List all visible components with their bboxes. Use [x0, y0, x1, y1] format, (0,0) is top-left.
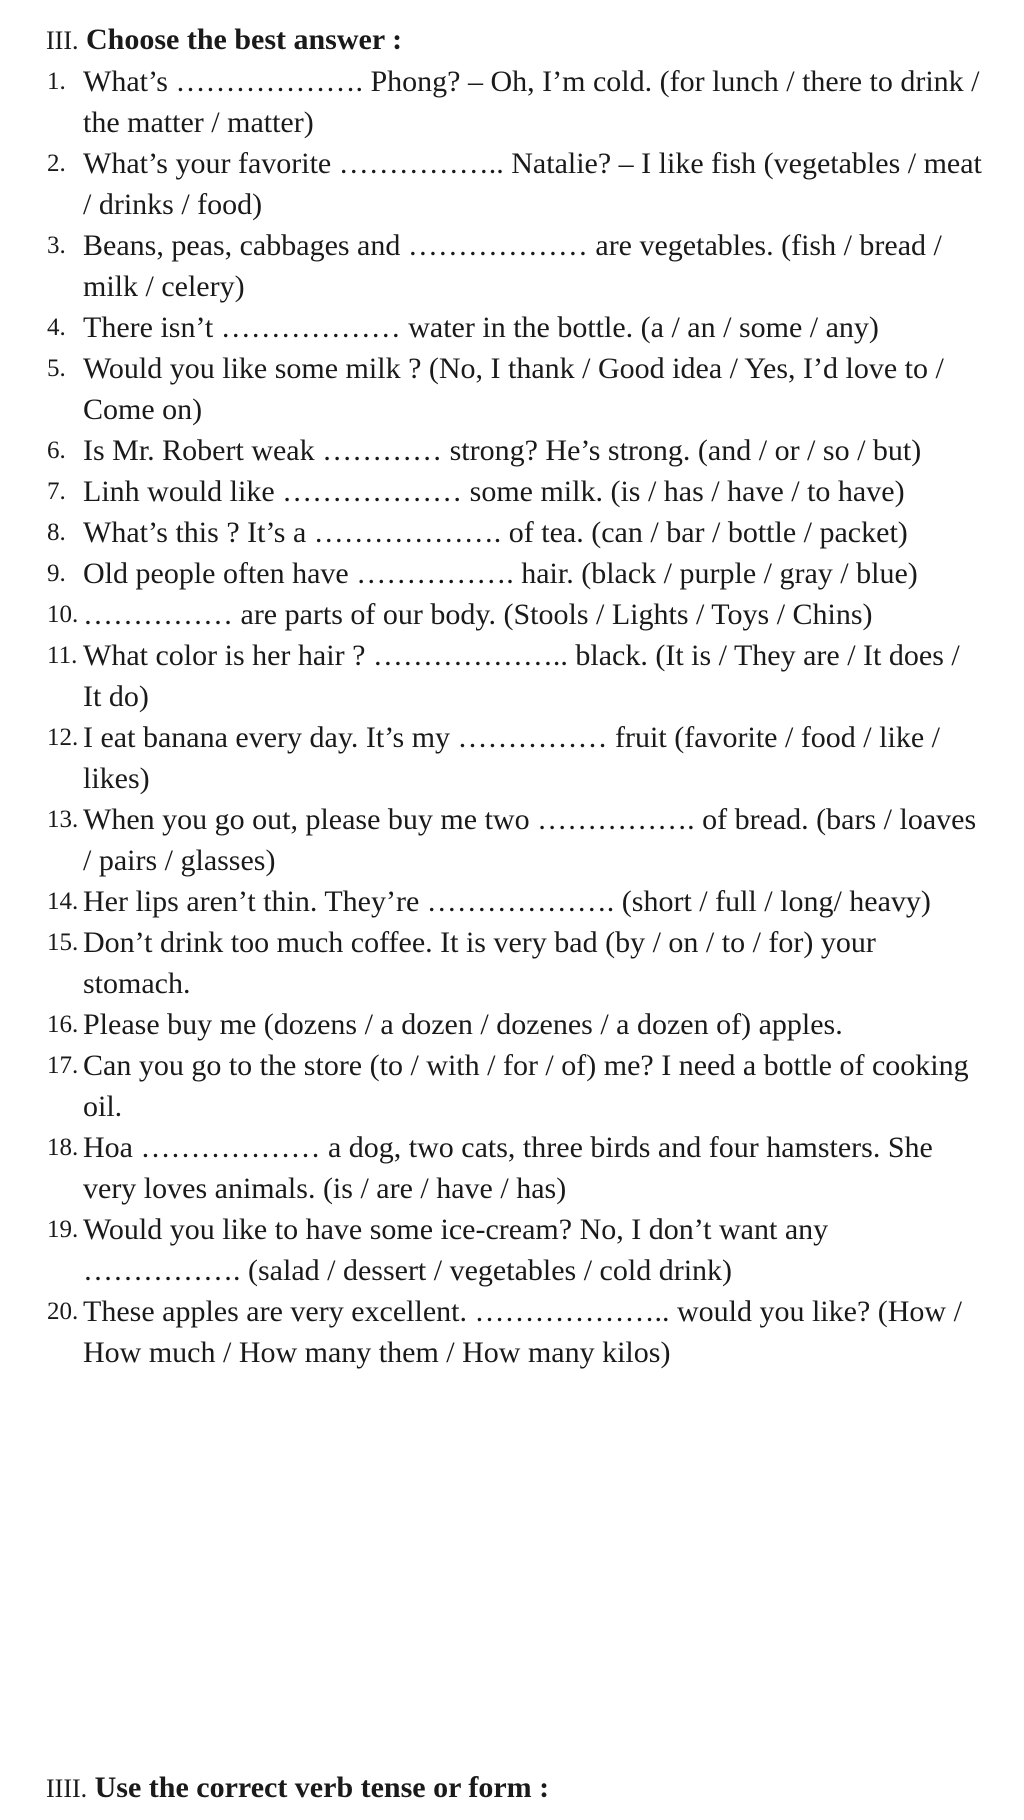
question-text: Would you like some milk ? (No, I thank / Good idea / Yes, I’d love to / Come on)	[83, 352, 944, 426]
question-number: 7.	[47, 478, 66, 505]
section-numeral: III.	[46, 26, 79, 55]
question-item	[0, 1045, 983, 1127]
section-title: Use the correct verb tense or form :	[94, 1771, 550, 1804]
question-item	[0, 512, 983, 553]
question-list	[0, 61, 1024, 1373]
question-item	[0, 717, 983, 799]
question-number: 19.	[47, 1216, 79, 1243]
question-item	[0, 143, 983, 225]
question-item	[0, 348, 983, 430]
question-number: 3.	[47, 232, 66, 259]
question-item	[0, 1209, 983, 1291]
question-text: Would you like to have some ice-cream? No, I don’t want any ……………. (salad / dessert / vegetables / cold drink)	[83, 1213, 829, 1287]
question-text: Her lips aren’t thin. They’re ………………. (short / full / long/ heavy)	[83, 885, 931, 918]
question-text: There isn’t ……………… water in the bottle. (a / an / some / any)	[83, 311, 879, 344]
question-item	[0, 61, 983, 143]
question-number: 5.	[47, 355, 66, 382]
question-item	[0, 881, 983, 922]
question-number: 11.	[47, 642, 78, 669]
question-number: 14.	[47, 888, 79, 915]
question-item	[0, 1291, 983, 1373]
question-text: Hoa ……………… a dog, two cats, three birds and four hamsters. She very loves animals. (is / are / have / has)	[83, 1131, 933, 1205]
question-number: 15.	[47, 929, 79, 956]
question-item	[0, 1004, 983, 1045]
section-heading-verb-tense	[46, 1768, 549, 1809]
question-text: …………… are parts of our body. (Stools / Lights / Toys / Chins)	[83, 598, 873, 631]
question-text: Beans, peas, cabbages and ……………… are vegetables. (fish / bread / milk / celery)	[83, 229, 942, 303]
question-text: What’s this ? It’s a ………………. of tea. (can / bar / bottle / packet)	[83, 516, 908, 549]
question-text: Please buy me (dozens / a dozen / dozenes / a dozen of) apples.	[83, 1008, 843, 1041]
question-text: Is Mr. Robert weak ………… strong? He’s strong. (and / or / so / but)	[83, 434, 922, 467]
question-text: These apples are very excellent. ……………….. would you like? (How / How much / How many them / How many kilos)	[83, 1295, 962, 1369]
question-number: 18.	[47, 1134, 79, 1161]
question-number: 2.	[47, 150, 66, 177]
question-number: 16.	[47, 1011, 79, 1038]
question-number: 12.	[47, 724, 79, 751]
question-text: What’s ………………. Phong? – Oh, I’m cold. (for lunch / there to drink / the matter / matter)	[83, 65, 980, 139]
section-title: Choose the best answer :	[85, 23, 403, 56]
question-item	[0, 307, 983, 348]
question-number: 17.	[47, 1052, 79, 1079]
question-text: What’s your favorite …………….. Natalie? – I like fish (vegetables / meat / drinks / food)	[83, 147, 982, 221]
question-text: Don’t drink too much coffee. It is very bad (by / on / to / for) your stomach.	[83, 926, 876, 1000]
question-text: I eat banana every day. It’s my …………… fruit (favorite / food / like / likes)	[83, 721, 940, 795]
question-number: 9.	[47, 560, 66, 587]
question-number: 8.	[47, 519, 66, 546]
question-item	[0, 225, 983, 307]
question-number: 6.	[47, 437, 66, 464]
question-item	[0, 1127, 983, 1209]
question-number: 10.	[47, 601, 79, 628]
question-item	[0, 594, 983, 635]
question-item	[0, 553, 983, 594]
question-item	[0, 799, 983, 881]
section-numeral: IIII.	[46, 1774, 88, 1803]
question-number: 13.	[47, 806, 79, 833]
question-number: 20.	[47, 1298, 79, 1325]
question-item	[0, 430, 983, 471]
question-number: 1.	[47, 68, 66, 95]
question-text: Linh would like ……………… some milk. (is / has / have / to have)	[83, 475, 905, 508]
question-item	[0, 922, 983, 1004]
section-heading-choose-best-answer	[46, 20, 402, 61]
question-item	[0, 635, 983, 717]
question-text: Can you go to the store (to / with / for / of) me? I need a bottle of cooking oil.	[83, 1049, 969, 1123]
question-text: What color is her hair ? ……………….. black. (It is / They are / It does / It do)	[83, 639, 960, 713]
question-text: Old people often have ……………. hair. (black / purple / gray / blue)	[83, 557, 918, 590]
question-item	[0, 471, 983, 512]
question-number: 4.	[47, 314, 66, 341]
question-text: When you go out, please buy me two ……………. of bread. (bars / loaves / pairs / glasses)	[83, 803, 977, 877]
